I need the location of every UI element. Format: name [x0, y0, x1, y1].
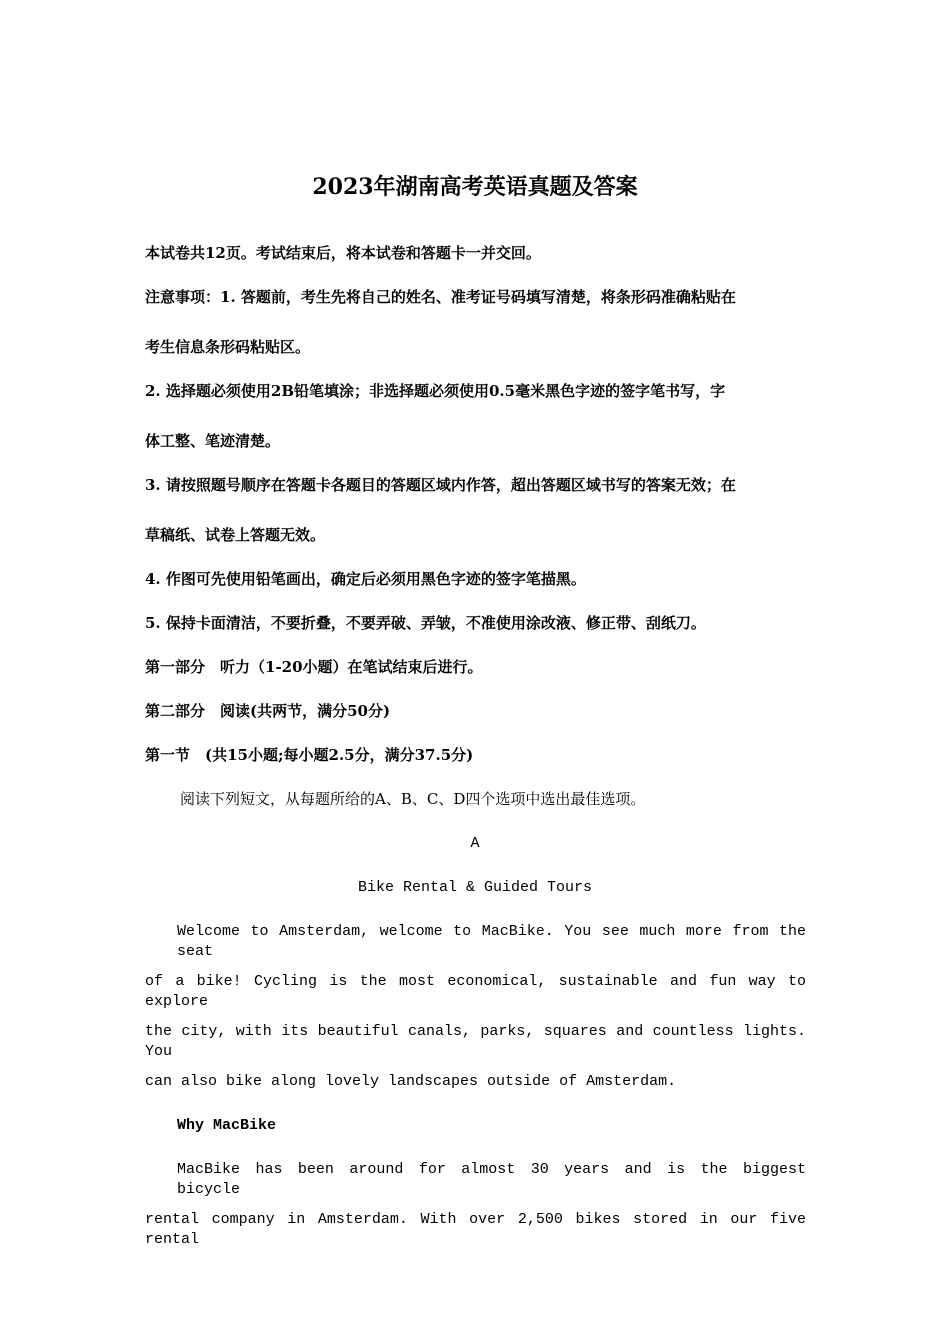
- note-1-line-2: 考生信息条形码粘贴区。: [145, 338, 311, 356]
- passage-label: A: [470, 835, 480, 852]
- paragraph-2-line-1: MacBike has been around for almost 30 years and is the biggest bicycle: [177, 1161, 806, 1198]
- paragraph-1-line-3: the city, with its beautiful canals, parks, squares and countless lights. You: [145, 1023, 806, 1060]
- paragraph-1-line-1: Welcome to Amsterdam, welcome to MacBike. You see much more from the seat: [177, 923, 806, 960]
- part-2-heading: 第二部分 阅读(共两节，满分50分): [145, 702, 391, 720]
- section-1-heading: 第一节 (共15小题;每小题2.5分，满分37.5分): [145, 746, 474, 764]
- note-3-line-1: 3. 请按照题号顺序在答题卡各题目的答题区域内作答，超出答题区域书写的答案无效；在: [145, 476, 736, 494]
- subheading-why-macbike: Why MacBike: [177, 1117, 277, 1134]
- note-3-line-2: 草稿纸、试卷上答题无效。: [145, 526, 326, 544]
- note-2-line-2: 体工整、笔迹清楚。: [145, 432, 281, 450]
- reading-instruction: 阅读下列短文，从每题所给的A、B、C、D四个选项中选出最佳选项。: [180, 790, 646, 808]
- note-2-line-1: 2. 选择题必须使用2B铅笔填涂；非选择题必须使用0.5毫米黑色字迹的签字笔书写，字: [145, 382, 726, 400]
- part-1-heading: 第一部分 听力（1-20小题）在笔试结束后进行。: [145, 658, 483, 676]
- exam-intro: 本试卷共12页。考试结束后，将本试卷和答题卡一并交回。: [145, 244, 541, 262]
- note-1-line-1: 注意事项：1. 答题前，考生先将自己的姓名、准考证号码填写清楚，将条形码准确粘贴在: [145, 288, 736, 306]
- note-4: 4. 作图可先使用铅笔画出，确定后必须用黑色字迹的签字笔描黑。: [145, 570, 586, 588]
- paragraph-2-line-2: rental company in Amsterdam. With over 2,500 bikes stored in our five rental: [145, 1211, 806, 1248]
- page-title: 2023年湖南高考英语真题及答案: [312, 174, 638, 200]
- passage-heading: Bike Rental & Guided Tours: [357, 879, 593, 896]
- paragraph-1-line-4: can also bike along lovely landscapes outside of Amsterdam.: [145, 1073, 677, 1090]
- paragraph-1-line-2: of a bike! Cycling is the most economical, sustainable and fun way to explore: [145, 973, 806, 1010]
- note-5: 5. 保持卡面清洁，不要折叠，不要弄破、弄皱，不准使用涂改液、修正带、刮纸刀。: [145, 614, 706, 632]
